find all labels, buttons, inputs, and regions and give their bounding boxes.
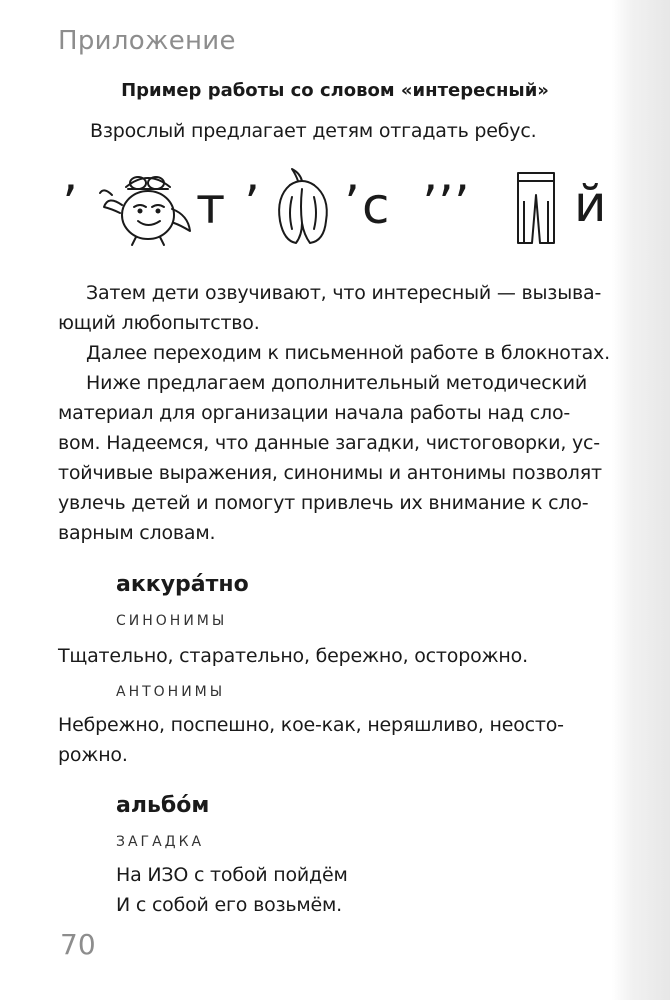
cartoon-character-icon (98, 165, 194, 247)
headword: альбо́м (116, 793, 210, 818)
paragraph-line: ющий любопытство. (58, 312, 260, 334)
rebus-apostrophe-1: ’ (62, 175, 78, 233)
trousers-icon (514, 171, 558, 247)
paragraph-line: Ниже предлагаем дополнительный методический (86, 372, 588, 394)
rebus-apostrophe-3: ’ (344, 175, 360, 233)
section-label: АНТОНИМЫ (116, 684, 226, 700)
riddle-line: И с собой его возьмём. (116, 894, 342, 916)
paragraph-line: тойчивые выражения, синонимы и антонимы позволят (58, 462, 602, 484)
riddle-line: На ИЗО с тобой пойдём (116, 864, 348, 886)
rebus-letter-i-kratkoye: й (574, 175, 607, 233)
paragraph-line: материал для организации начала работы над сло- (58, 402, 571, 424)
intro-text: Взрослый предлагает детям отгадать ребус. (90, 120, 537, 142)
section-title: Пример работы со словом «интересный» (121, 80, 549, 101)
entry-text-line: рожно. (58, 744, 128, 766)
paragraph-line: Затем дети озвучивают, что интересный — вызыва- (86, 282, 602, 304)
entry-text-line: Тщательно, старательно, бережно, осторожно. (58, 645, 528, 667)
rebus-letter-s: с (362, 177, 390, 235)
section-label: ЗАГАДКА (116, 834, 205, 850)
paragraph-line: варным словам. (58, 522, 216, 544)
rebus-apostrophe-2: ’ (244, 175, 260, 233)
rebus-letter-t: т (196, 177, 226, 235)
page-number: 70 (60, 928, 96, 961)
running-head: Приложение (58, 26, 236, 56)
paragraph-line: увлечь детей и помогут привлечь их внимание к сло- (58, 492, 589, 514)
rebus-apostrophes-triple: ’’’ (422, 175, 470, 233)
headword: аккура́тно (116, 572, 249, 597)
bell-pepper-icon (272, 167, 332, 247)
rebus (62, 165, 622, 245)
section-label: СИНОНИМЫ (116, 613, 228, 629)
paragraph-line: вом. Надеемся, что данные загадки, чистоговорки, ус- (58, 432, 600, 454)
paragraph-line: Далее переходим к письменной работе в блокнотах. (86, 342, 610, 364)
entry-text-line: Небрежно, поспешно, кое-как, неряшливо, неосто- (58, 714, 564, 736)
